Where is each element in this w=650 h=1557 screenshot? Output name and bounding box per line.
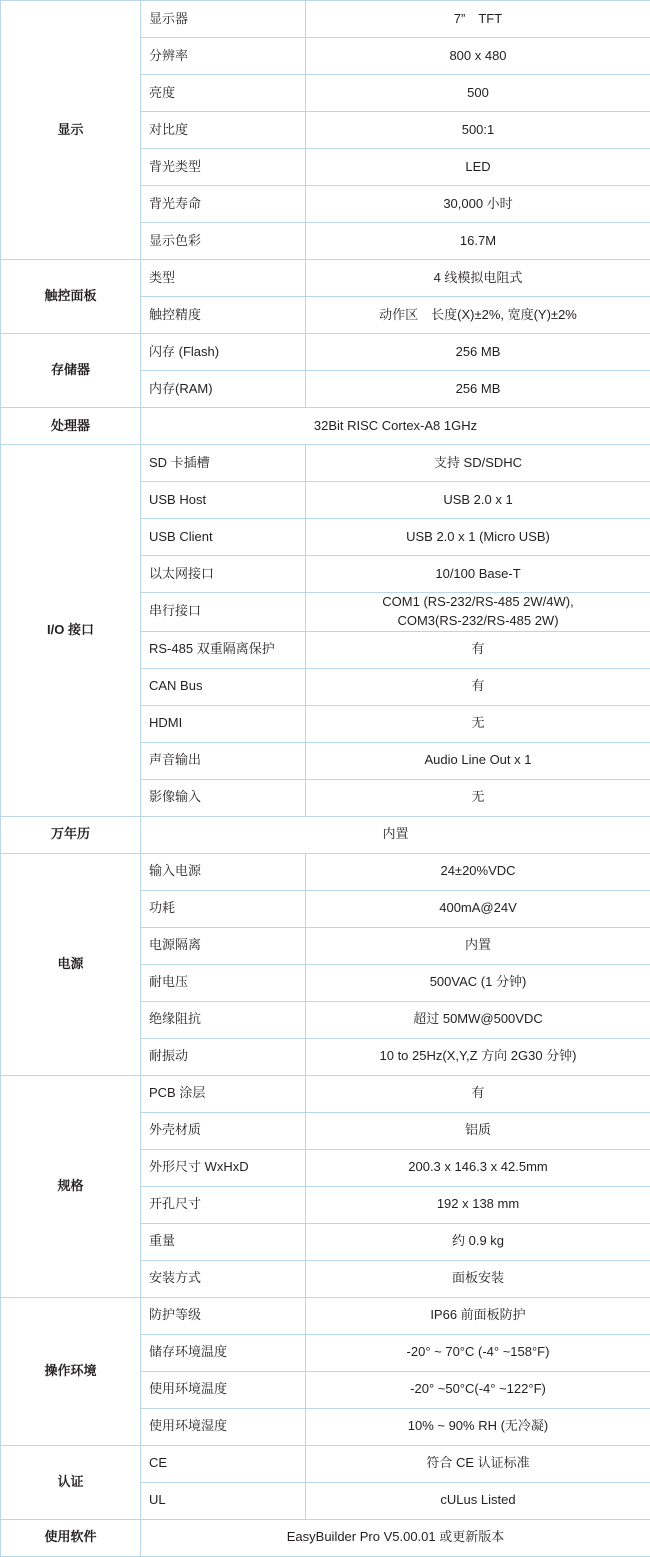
value-line: 24±20%VDC: [314, 862, 642, 881]
item-label: HDMI: [141, 705, 306, 742]
value-line: 铝质: [314, 1121, 642, 1140]
value-line: 256 MB: [314, 343, 642, 362]
table-row: [1, 445, 650, 482]
item-label: USB Client: [141, 519, 306, 556]
item-label: UL: [141, 1482, 306, 1519]
item-value: [141, 1519, 650, 1556]
item-value: [306, 1260, 650, 1297]
group-label: 处理器: [1, 408, 141, 445]
item-value: [306, 445, 650, 482]
value-line: 无: [314, 714, 642, 733]
item-label: 功耗: [141, 890, 306, 927]
value-line: -20° ~50°C(-4° ~122°F): [314, 1380, 642, 1399]
item-value: [306, 556, 650, 593]
item-label: 类型: [141, 260, 306, 297]
item-label: 对比度: [141, 112, 306, 149]
item-label: 影像输入: [141, 779, 306, 816]
group-label: 万年历: [1, 816, 141, 853]
value-line: COM1 (RS-232/RS-485 2W/4W),: [314, 593, 642, 612]
value-line: COM3(RS-232/RS-485 2W): [314, 612, 642, 631]
value-line: 500:1: [314, 121, 642, 140]
group-label: I/O 接口: [1, 445, 141, 817]
item-value: [306, 593, 650, 632]
value-line: EasyBuilder Pro V5.00.01 或更新版本: [149, 1528, 642, 1547]
item-label: 防护等级: [141, 1297, 306, 1334]
group-label: 存储器: [1, 334, 141, 408]
item-label: 耐振动: [141, 1038, 306, 1075]
value-line: 超过 50MW@500VDC: [314, 1010, 642, 1029]
table-row: [1, 1, 650, 38]
table-row: [1, 1075, 650, 1112]
item-value: [306, 964, 650, 1001]
item-value: [306, 668, 650, 705]
item-value: [306, 1001, 650, 1038]
item-value: [306, 705, 650, 742]
group-label: 使用软件: [1, 1519, 141, 1556]
value-line: 16.7M: [314, 232, 642, 251]
value-line: 有: [314, 640, 642, 659]
group-label: 规格: [1, 1075, 141, 1297]
item-label: CAN Bus: [141, 668, 306, 705]
value-line: 动作区 长度(X)±2%, 宽度(Y)±2%: [314, 306, 642, 325]
item-label: 闪存 (Flash): [141, 334, 306, 371]
item-label: 串行接口: [141, 593, 306, 632]
item-label: 触控精度: [141, 297, 306, 334]
value-line: 10% ~ 90% RH (无冷凝): [314, 1417, 642, 1436]
item-label: 输入电源: [141, 853, 306, 890]
item-value: [306, 1149, 650, 1186]
group-label: 操作环境: [1, 1297, 141, 1445]
item-label: 绝缘阻抗: [141, 1001, 306, 1038]
value-line: 500: [314, 84, 642, 103]
value-line: 支持 SD/SDHC: [314, 454, 642, 473]
table-row: [1, 853, 650, 890]
item-value: [306, 223, 650, 260]
item-label: CE: [141, 1445, 306, 1482]
item-value: [306, 38, 650, 75]
value-line: 10 to 25Hz(X,Y,Z 方向 2G30 分钟): [314, 1047, 642, 1066]
specification-table-body: [1, 1, 650, 1557]
item-label: 耐电压: [141, 964, 306, 1001]
item-label: 使用环境温度: [141, 1371, 306, 1408]
item-label: 背光寿命: [141, 186, 306, 223]
item-value: [306, 853, 650, 890]
item-value: [306, 260, 650, 297]
item-value: [306, 112, 650, 149]
item-value: [306, 1408, 650, 1445]
item-label: 开孔尺寸: [141, 1186, 306, 1223]
item-label: 显示色彩: [141, 223, 306, 260]
table-row: [1, 1297, 650, 1334]
item-value: [306, 1371, 650, 1408]
value-line: 32Bit RISC Cortex-A8 1GHz: [149, 417, 642, 436]
value-line: 200.3 x 146.3 x 42.5mm: [314, 1158, 642, 1177]
table-row: [1, 1445, 650, 1482]
value-line: LED: [314, 158, 642, 177]
item-label: 储存环境温度: [141, 1334, 306, 1371]
value-line: 500VAC (1 分钟): [314, 973, 642, 992]
table-row: [1, 260, 650, 297]
item-value: [306, 334, 650, 371]
value-line: 10/100 Base-T: [314, 565, 642, 584]
table-row: [1, 816, 650, 853]
item-value: [306, 1297, 650, 1334]
value-line: 400mA@24V: [314, 899, 642, 918]
item-label: PCB 涂层: [141, 1075, 306, 1112]
item-value: [306, 890, 650, 927]
group-label: 显示: [1, 1, 141, 260]
item-value: [306, 1075, 650, 1112]
value-line: 约 0.9 kg: [314, 1232, 642, 1251]
item-value: [306, 1, 650, 38]
item-value: [306, 1186, 650, 1223]
value-line: cULus Listed: [314, 1491, 642, 1510]
item-label: 外形尺寸 WxHxD: [141, 1149, 306, 1186]
value-line: IP66 前面板防护: [314, 1306, 642, 1325]
group-label: 认证: [1, 1445, 141, 1519]
value-line: -20° ~ 70°C (-4° ~158°F): [314, 1343, 642, 1362]
item-label: 以太网接口: [141, 556, 306, 593]
value-line: 内置: [314, 936, 642, 955]
item-label: 外壳材质: [141, 1112, 306, 1149]
value-line: USB 2.0 x 1 (Micro USB): [314, 528, 642, 547]
item-label: RS-485 双重隔离保护: [141, 631, 306, 668]
item-value: [306, 742, 650, 779]
item-label: 内存(RAM): [141, 371, 306, 408]
item-value: [141, 408, 650, 445]
table-row: [1, 1519, 650, 1556]
item-value: [306, 927, 650, 964]
table-row: [1, 334, 650, 371]
item-value: [306, 75, 650, 112]
value-line: 4 线模拟电阻式: [314, 269, 642, 288]
item-value: [306, 779, 650, 816]
value-line: 256 MB: [314, 380, 642, 399]
group-label: 触控面板: [1, 260, 141, 334]
group-label: 电源: [1, 853, 141, 1075]
value-line: 有: [314, 1084, 642, 1103]
value-line: 内置: [149, 825, 642, 844]
value-line: 无: [314, 788, 642, 807]
item-value: [306, 371, 650, 408]
item-label: 电源隔离: [141, 927, 306, 964]
item-value: [306, 482, 650, 519]
item-label: 分辨率: [141, 38, 306, 75]
value-line: Audio Line Out x 1: [314, 751, 642, 770]
value-line: 符合 CE 认证标准: [314, 1454, 642, 1473]
item-label: 使用环境湿度: [141, 1408, 306, 1445]
item-value: [306, 1038, 650, 1075]
value-line: 7” TFT: [314, 10, 642, 29]
item-value: [306, 149, 650, 186]
value-line: 面板安装: [314, 1269, 642, 1288]
value-line: USB 2.0 x 1: [314, 491, 642, 510]
item-value: [306, 1482, 650, 1519]
item-value: [141, 816, 650, 853]
item-value: [306, 186, 650, 223]
value-line: 192 x 138 mm: [314, 1195, 642, 1214]
item-label: 背光类型: [141, 149, 306, 186]
value-line: 800 x 480: [314, 47, 642, 66]
item-value: [306, 631, 650, 668]
item-value: [306, 1334, 650, 1371]
item-label: 声音输出: [141, 742, 306, 779]
item-value: [306, 1445, 650, 1482]
item-value: [306, 1112, 650, 1149]
item-label: 显示器: [141, 1, 306, 38]
item-label: USB Host: [141, 482, 306, 519]
item-value: [306, 1223, 650, 1260]
item-label: SD 卡插槽: [141, 445, 306, 482]
table-row: [1, 408, 650, 445]
value-line: 有: [314, 677, 642, 696]
item-value: [306, 297, 650, 334]
item-label: 亮度: [141, 75, 306, 112]
item-label: 重量: [141, 1223, 306, 1260]
item-label: 安装方式: [141, 1260, 306, 1297]
value-line: 30,000 小时: [314, 195, 642, 214]
item-value: [306, 519, 650, 556]
